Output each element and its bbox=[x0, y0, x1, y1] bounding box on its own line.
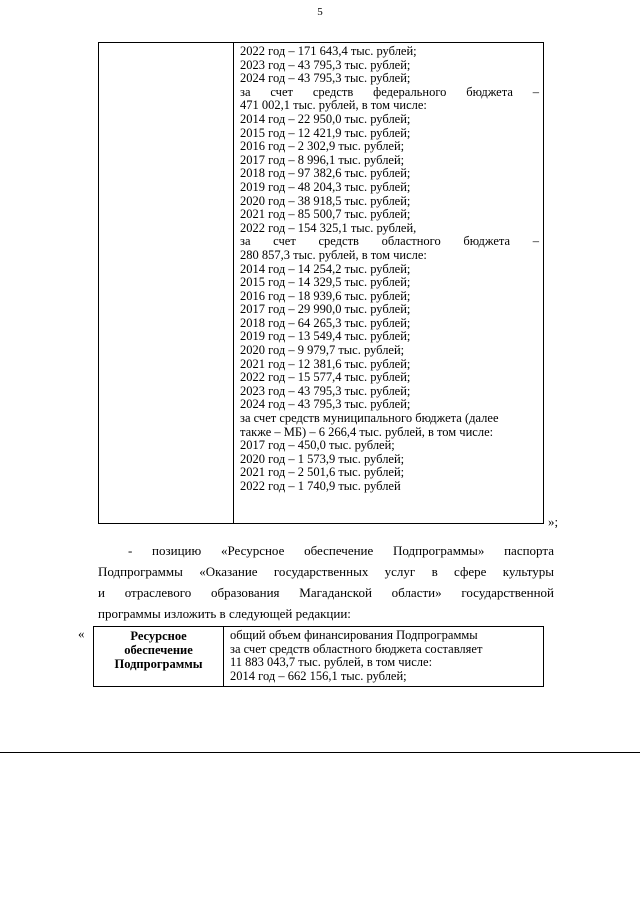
financing-line: 2014 год – 22 950,0 тыс. рублей; bbox=[240, 111, 411, 126]
financing-line: 2020 год – 9 979,7 тыс. рублей; bbox=[240, 343, 405, 358]
financing-line: 2024 год – 43 795,3 тыс. рублей; bbox=[240, 397, 411, 412]
header-line: Ресурсное bbox=[130, 629, 187, 643]
financing-line: 2021 год – 12 381,6 тыс. рублей; bbox=[240, 356, 411, 371]
financing-line: общий объем финансирования Подпрограммы bbox=[230, 628, 478, 642]
financing-line: 2017 год – 450,0 тыс. рублей; bbox=[240, 438, 395, 453]
financing-line: 2017 год – 8 996,1 тыс. рублей; bbox=[240, 152, 405, 167]
financing-line: 2023 год – 43 795,3 тыс. рублей; bbox=[240, 57, 411, 72]
financing-line: 2015 год – 12 421,9 тыс. рублей; bbox=[240, 125, 411, 140]
financing-line: 2021 год – 85 500,7 тыс. рублей; bbox=[240, 207, 411, 222]
financing-line: 2022 год – 171 643,4 тыс. рублей; bbox=[240, 44, 417, 58]
financing-line: 2016 год – 18 939,6 тыс. рублей; bbox=[240, 288, 411, 303]
table-opening-quote: « bbox=[78, 626, 85, 641]
header-line: Подпрограммы bbox=[114, 657, 203, 671]
page-number: 5 bbox=[317, 6, 323, 18]
financing-line: 2019 год – 13 549,4 тыс. рублей; bbox=[240, 329, 411, 344]
table-right-cell bbox=[234, 43, 543, 523]
footer-divider bbox=[0, 752, 640, 753]
financing-line: 471 002,1 тыс. рублей, в том числе: bbox=[240, 98, 427, 113]
header-line: обеспечение bbox=[124, 643, 193, 657]
paragraph-line: Подпрограммы «Оказание государственных услуг в сфере культуры bbox=[98, 564, 554, 579]
financing-line: 2018 год – 97 382,6 тыс. рублей; bbox=[240, 166, 411, 181]
financing-line: за счет средств муниципального бюджета (далее bbox=[240, 411, 499, 426]
financing-line: 2020 год – 38 918,5 тыс. рублей; bbox=[240, 193, 411, 208]
resource-provision-body bbox=[224, 627, 543, 686]
financing-line: за счет средств областного бюджета – bbox=[240, 234, 539, 249]
financing-line: за счет средств федерального бюджета – bbox=[240, 84, 539, 99]
financing-line: 2014 год – 662 156,1 тыс. рублей; bbox=[230, 668, 407, 683]
financing-line: 11 883 043,7 тыс. рублей, в том числе: bbox=[230, 655, 433, 670]
financing-line: 2020 год – 1 573,9 тыс. рублей; bbox=[240, 451, 405, 466]
table-closing-quote: »; bbox=[548, 514, 559, 529]
amendment-paragraph bbox=[98, 540, 554, 624]
resource-provision-table bbox=[93, 626, 544, 687]
financing-line: 2019 год – 48 204,3 тыс. рублей; bbox=[240, 179, 411, 194]
financing-table-continued bbox=[98, 42, 544, 524]
paragraph-line: программы изложить в следующей редакции: bbox=[98, 606, 351, 621]
financing-line: 2022 год – 15 577,4 тыс. рублей; bbox=[240, 370, 411, 385]
financing-line: 2018 год – 64 265,3 тыс. рублей; bbox=[240, 315, 411, 330]
financing-line: 280 857,3 тыс. рублей, в том числе: bbox=[240, 247, 427, 262]
financing-line: 2017 год – 29 990,0 тыс. рублей; bbox=[240, 302, 411, 317]
financing-line: 2022 год – 154 325,1 тыс. рублей, bbox=[240, 220, 417, 235]
financing-line: 2014 год – 14 254,2 тыс. рублей; bbox=[240, 261, 411, 276]
financing-line: за счет средств областного бюджета составляет bbox=[230, 641, 483, 656]
financing-line: 2023 год – 43 795,3 тыс. рублей; bbox=[240, 383, 411, 398]
financing-line: 2016 год – 2 302,9 тыс. рублей; bbox=[240, 139, 405, 154]
financing-line: 2024 год – 43 795,3 тыс. рублей; bbox=[240, 71, 411, 86]
table-left-cell bbox=[99, 43, 234, 523]
resource-provision-header bbox=[94, 627, 224, 686]
financing-line: 2022 год – 1 740,9 тыс. рублей bbox=[240, 479, 401, 493]
paragraph-line: - позицию «Ресурсное обеспечение Подпрограммы» паспорта bbox=[128, 543, 554, 558]
paragraph-line: и отраслевого образования Магаданской области» государственной bbox=[98, 585, 554, 600]
financing-line: также – МБ) – 6 266,4 тыс. рублей, в том числе: bbox=[240, 424, 494, 439]
financing-line: 2015 год – 14 329,5 тыс. рублей; bbox=[240, 275, 411, 290]
financing-line: 2021 год – 2 501,6 тыс. рублей; bbox=[240, 465, 405, 480]
